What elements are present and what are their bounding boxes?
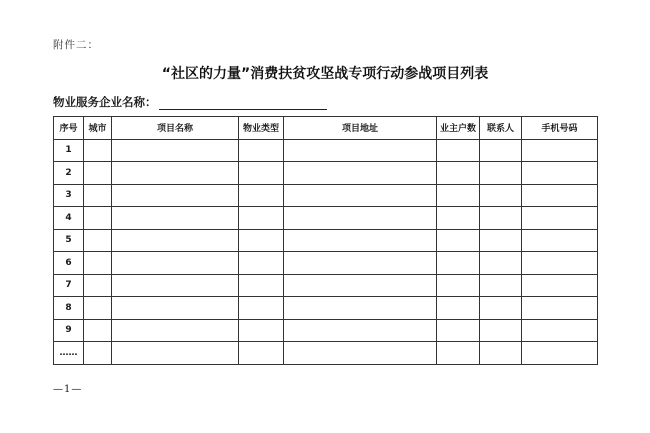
attachment-label: 附件二： (53, 39, 99, 51)
contact-cell[interactable] (480, 297, 522, 320)
contact-cell[interactable] (480, 342, 522, 365)
seq-cell: 6 (54, 252, 84, 275)
seq-cell: 7 (54, 274, 84, 297)
seq-cell: 9 (54, 319, 84, 342)
city-cell[interactable] (84, 229, 112, 252)
address-cell[interactable] (284, 162, 437, 185)
city-cell[interactable] (84, 342, 112, 365)
project-table (53, 116, 598, 365)
phone-cell[interactable] (522, 229, 598, 252)
table-row (54, 252, 598, 275)
address-cell[interactable] (284, 342, 437, 365)
table-row (54, 184, 598, 207)
household-count-cell[interactable] (437, 184, 480, 207)
project-name-cell[interactable] (112, 162, 239, 185)
project-name-cell[interactable] (112, 139, 239, 162)
seq-cell: 4 (54, 207, 84, 230)
contact-cell[interactable] (480, 184, 522, 207)
phone-cell[interactable] (522, 274, 598, 297)
document-title: “社区的力量”消费扶贫攻坚战专项行动参战项目列表 (161, 66, 489, 82)
household-count-cell[interactable] (437, 162, 480, 185)
property-type-cell[interactable] (239, 184, 284, 207)
table-row (54, 319, 598, 342)
phone-cell[interactable] (522, 319, 598, 342)
table-row (54, 162, 598, 185)
project-name-cell[interactable] (112, 252, 239, 275)
city-cell[interactable] (84, 162, 112, 185)
contact-cell[interactable] (480, 274, 522, 297)
contact-cell[interactable] (480, 229, 522, 252)
project-name-cell[interactable] (112, 319, 239, 342)
city-cell[interactable] (84, 297, 112, 320)
household-count-cell[interactable] (437, 342, 480, 365)
header-contact: 联系人 (480, 117, 522, 140)
table-row (54, 207, 598, 230)
phone-cell[interactable] (522, 184, 598, 207)
contact-cell[interactable] (480, 162, 522, 185)
city-cell[interactable] (84, 184, 112, 207)
address-cell[interactable] (284, 139, 437, 162)
household-count-cell[interactable] (437, 252, 480, 275)
phone-cell[interactable] (522, 342, 598, 365)
phone-cell[interactable] (522, 207, 598, 230)
table-row (54, 342, 598, 365)
header-seq: 序号 (54, 117, 84, 140)
property-type-cell[interactable] (239, 274, 284, 297)
company-name-blank (159, 97, 327, 110)
project-name-cell[interactable] (112, 297, 239, 320)
city-cell[interactable] (84, 274, 112, 297)
property-type-cell[interactable] (239, 162, 284, 185)
household-count-cell[interactable] (437, 274, 480, 297)
household-count-cell[interactable] (437, 207, 480, 230)
table-row (54, 139, 598, 162)
contact-cell[interactable] (480, 252, 522, 275)
property-type-cell[interactable] (239, 207, 284, 230)
table-row (54, 274, 598, 297)
property-type-cell[interactable] (239, 319, 284, 342)
property-type-cell[interactable] (239, 252, 284, 275)
header-phone: 手机号码 (522, 117, 598, 140)
project-name-cell[interactable] (112, 207, 239, 230)
seq-cell: 8 (54, 297, 84, 320)
header-household-count: 业主户数 (437, 117, 480, 140)
seq-cell: 1 (54, 139, 84, 162)
phone-cell[interactable] (522, 139, 598, 162)
city-cell[interactable] (84, 252, 112, 275)
header-project-name: 项目名称 (112, 117, 239, 140)
project-name-cell[interactable] (112, 342, 239, 365)
property-type-cell[interactable] (239, 229, 284, 252)
address-cell[interactable] (284, 229, 437, 252)
address-cell[interactable] (284, 274, 437, 297)
seq-cell: 3 (54, 184, 84, 207)
company-name-row (53, 94, 327, 110)
household-count-cell[interactable] (437, 319, 480, 342)
contact-cell[interactable] (480, 139, 522, 162)
table-row (54, 297, 598, 320)
table-header-row (54, 117, 598, 140)
household-count-cell[interactable] (437, 297, 480, 320)
company-name-label: 物业服务企业名称： (53, 95, 157, 109)
seq-cell: 2 (54, 162, 84, 185)
property-type-cell[interactable] (239, 297, 284, 320)
address-cell[interactable] (284, 297, 437, 320)
property-type-cell[interactable] (239, 342, 284, 365)
header-project-address: 项目地址 (284, 117, 437, 140)
contact-cell[interactable] (480, 319, 522, 342)
household-count-cell[interactable] (437, 229, 480, 252)
address-cell[interactable] (284, 207, 437, 230)
header-property-type: 物业类型 (239, 117, 284, 140)
phone-cell[interactable] (522, 252, 598, 275)
page-number: —1— (53, 384, 83, 395)
project-name-cell[interactable] (112, 229, 239, 252)
address-cell[interactable] (284, 184, 437, 207)
address-cell[interactable] (284, 252, 437, 275)
city-cell[interactable] (84, 319, 112, 342)
project-name-cell[interactable] (112, 184, 239, 207)
header-city: 城市 (84, 117, 112, 140)
phone-cell[interactable] (522, 297, 598, 320)
table-row (54, 229, 598, 252)
city-cell[interactable] (84, 207, 112, 230)
property-type-cell[interactable] (239, 139, 284, 162)
seq-cell: …… (54, 342, 84, 365)
address-cell[interactable] (284, 319, 437, 342)
contact-cell[interactable] (480, 207, 522, 230)
seq-cell: 5 (54, 229, 84, 252)
phone-cell[interactable] (522, 162, 598, 185)
project-name-cell[interactable] (112, 274, 239, 297)
city-cell[interactable] (84, 139, 112, 162)
household-count-cell[interactable] (437, 139, 480, 162)
